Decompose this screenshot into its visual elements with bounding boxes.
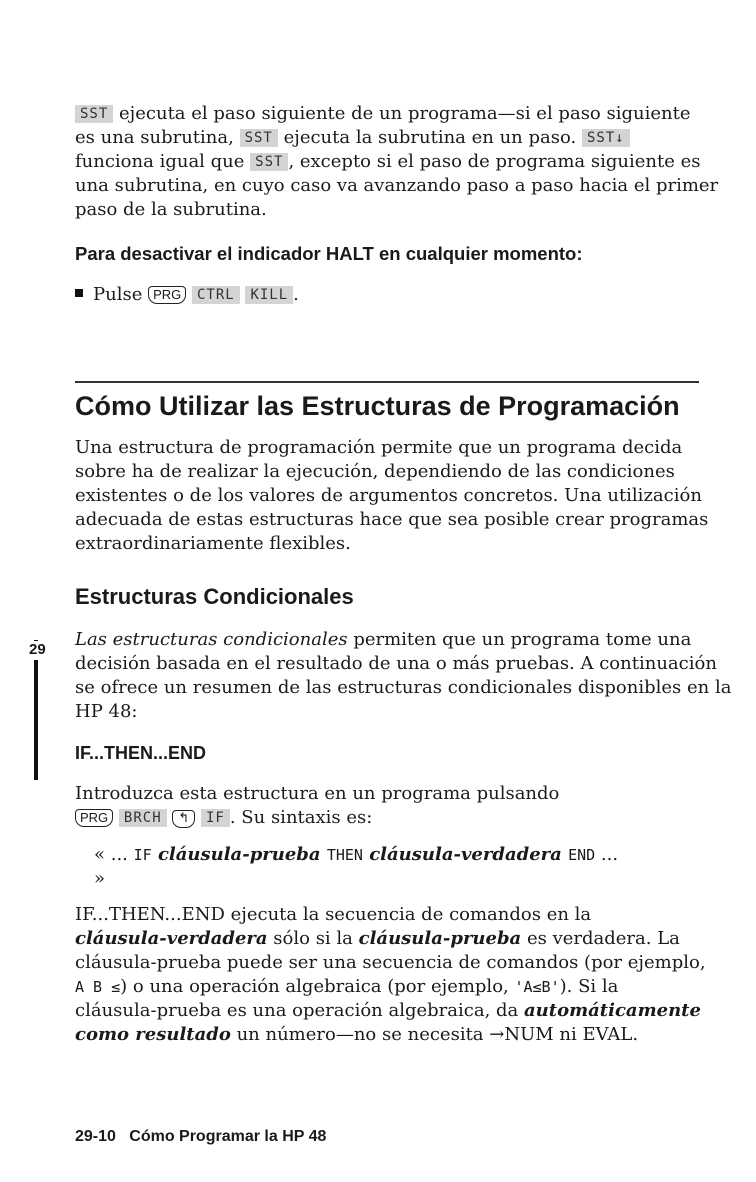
bullet-icon [75, 289, 83, 297]
sst-key: SST [250, 153, 288, 171]
text: « [94, 844, 106, 865]
para3-line2: decisión basada en el resultado de una o más pruebas. A continuación [75, 653, 717, 674]
brch-key: BRCH [119, 809, 167, 827]
section-divider [75, 381, 699, 383]
subsection-title: Estructuras Condicionales [75, 584, 354, 609]
left-shift-arrow-icon: ↰ [172, 810, 195, 828]
text: cláusula-prueba [358, 928, 522, 949]
if-key: IF [201, 809, 230, 827]
text: un número—no se necesita →NUM ni EVAL. [230, 1024, 639, 1045]
text: cláusula-verdadera [75, 928, 268, 949]
text: como resultado [75, 1024, 231, 1045]
text: permiten que un programa tome una [347, 629, 692, 650]
text: END [568, 846, 596, 864]
prg-hardware-key: PRG [75, 809, 113, 827]
sst-key: SST [240, 129, 278, 147]
ifthen-heading: IF...THEN...END [75, 743, 207, 763]
sst-key: SST [75, 105, 113, 123]
halt-heading: Para desactivar el indicador HALT en cualquier momento: [75, 243, 583, 264]
text: es verdadera. La [521, 928, 680, 949]
text: A B ≤ [75, 978, 121, 996]
para4-line2 [75, 806, 372, 830]
text: IF [133, 846, 152, 864]
para3-line1 [75, 628, 691, 652]
text: . Su sintaxis es: [229, 807, 373, 828]
text: Pulse [93, 284, 149, 305]
para3-line4: HP 48: [75, 701, 138, 722]
para5-line2 [75, 927, 680, 951]
para5-line5 [75, 999, 701, 1023]
para1-line3 [75, 150, 700, 174]
text: Las estructuras condicionales [75, 629, 348, 650]
para3-line3: se ofrece un resumen de las estructuras condicionales disponibles en la [75, 677, 732, 698]
sst-down-key: SST↓ [582, 129, 630, 147]
syntax-line [94, 843, 618, 867]
syntax-close: » [94, 868, 106, 889]
text: funciona igual que [75, 151, 251, 172]
text: ... [595, 844, 619, 865]
para5-line1: IF...THEN...END ejecuta la secuencia de comandos en la [75, 904, 592, 925]
para1-line2 [75, 126, 630, 150]
para5-line3: cláusula-prueba puede ser una secuencia de comandos (por ejemplo, [75, 952, 706, 973]
para1-line4: una subrutina, en cuyo caso va avanzando paso a paso hacia el primer [75, 175, 719, 196]
para2-line: existentes o de los valores de argumentos concretos. Una utilización [75, 485, 702, 506]
para5-line4 [75, 975, 618, 999]
chapter-sidebar-bar [34, 640, 38, 780]
halt-item [75, 283, 299, 307]
text: THEN [326, 846, 363, 864]
prg-hardware-key: PRG [148, 286, 186, 304]
para2-line: adecuada de estas estructuras hace que sea posible crear programas [75, 509, 709, 530]
para4-line1: Introduzca esta estructura en un programa pulsando [75, 783, 560, 804]
ctrl-key: CTRL [192, 286, 240, 304]
page-footer: 29-10 Cómo Programar la HP 48 [75, 1128, 327, 1145]
text: , excepto si el paso de programa siguiente es [288, 151, 701, 172]
kill-key: KILL [245, 286, 293, 304]
para2-line: extraordinariamente flexibles. [75, 533, 351, 554]
text: ejecuta el paso siguiente de un programa—si el paso siguiente [113, 103, 691, 124]
para1-line5: paso de la subrutina. [75, 199, 267, 220]
para2-line: sobre ha de realizar la ejecución, dependiendo de las condiciones [75, 461, 675, 482]
para5-line6 [75, 1023, 638, 1047]
section-title: Cómo Utilizar las Estructuras de Programación [75, 391, 680, 421]
text: ejecuta la subrutina en un paso. [277, 127, 582, 148]
text: cláusula-prueba es una operación algebraica, da [75, 1000, 525, 1021]
text: es una subrutina, [75, 127, 240, 148]
para1-line1 [75, 102, 690, 126]
text: cláusula-verdadera [362, 844, 569, 865]
text: sólo si la [267, 928, 359, 949]
text: ). Si la [559, 976, 619, 997]
para2-line: Una estructura de programación permite que un programa decida [75, 437, 683, 458]
text: . [293, 284, 299, 305]
text: ) o una operación algebraica (por ejemplo, [120, 976, 515, 997]
text: cláusula-prueba [151, 844, 327, 865]
chapter-number: 29 [29, 641, 46, 658]
text: 'A≤B' [514, 978, 560, 996]
text: ... [105, 844, 134, 865]
text: automáticamente [524, 1000, 701, 1021]
